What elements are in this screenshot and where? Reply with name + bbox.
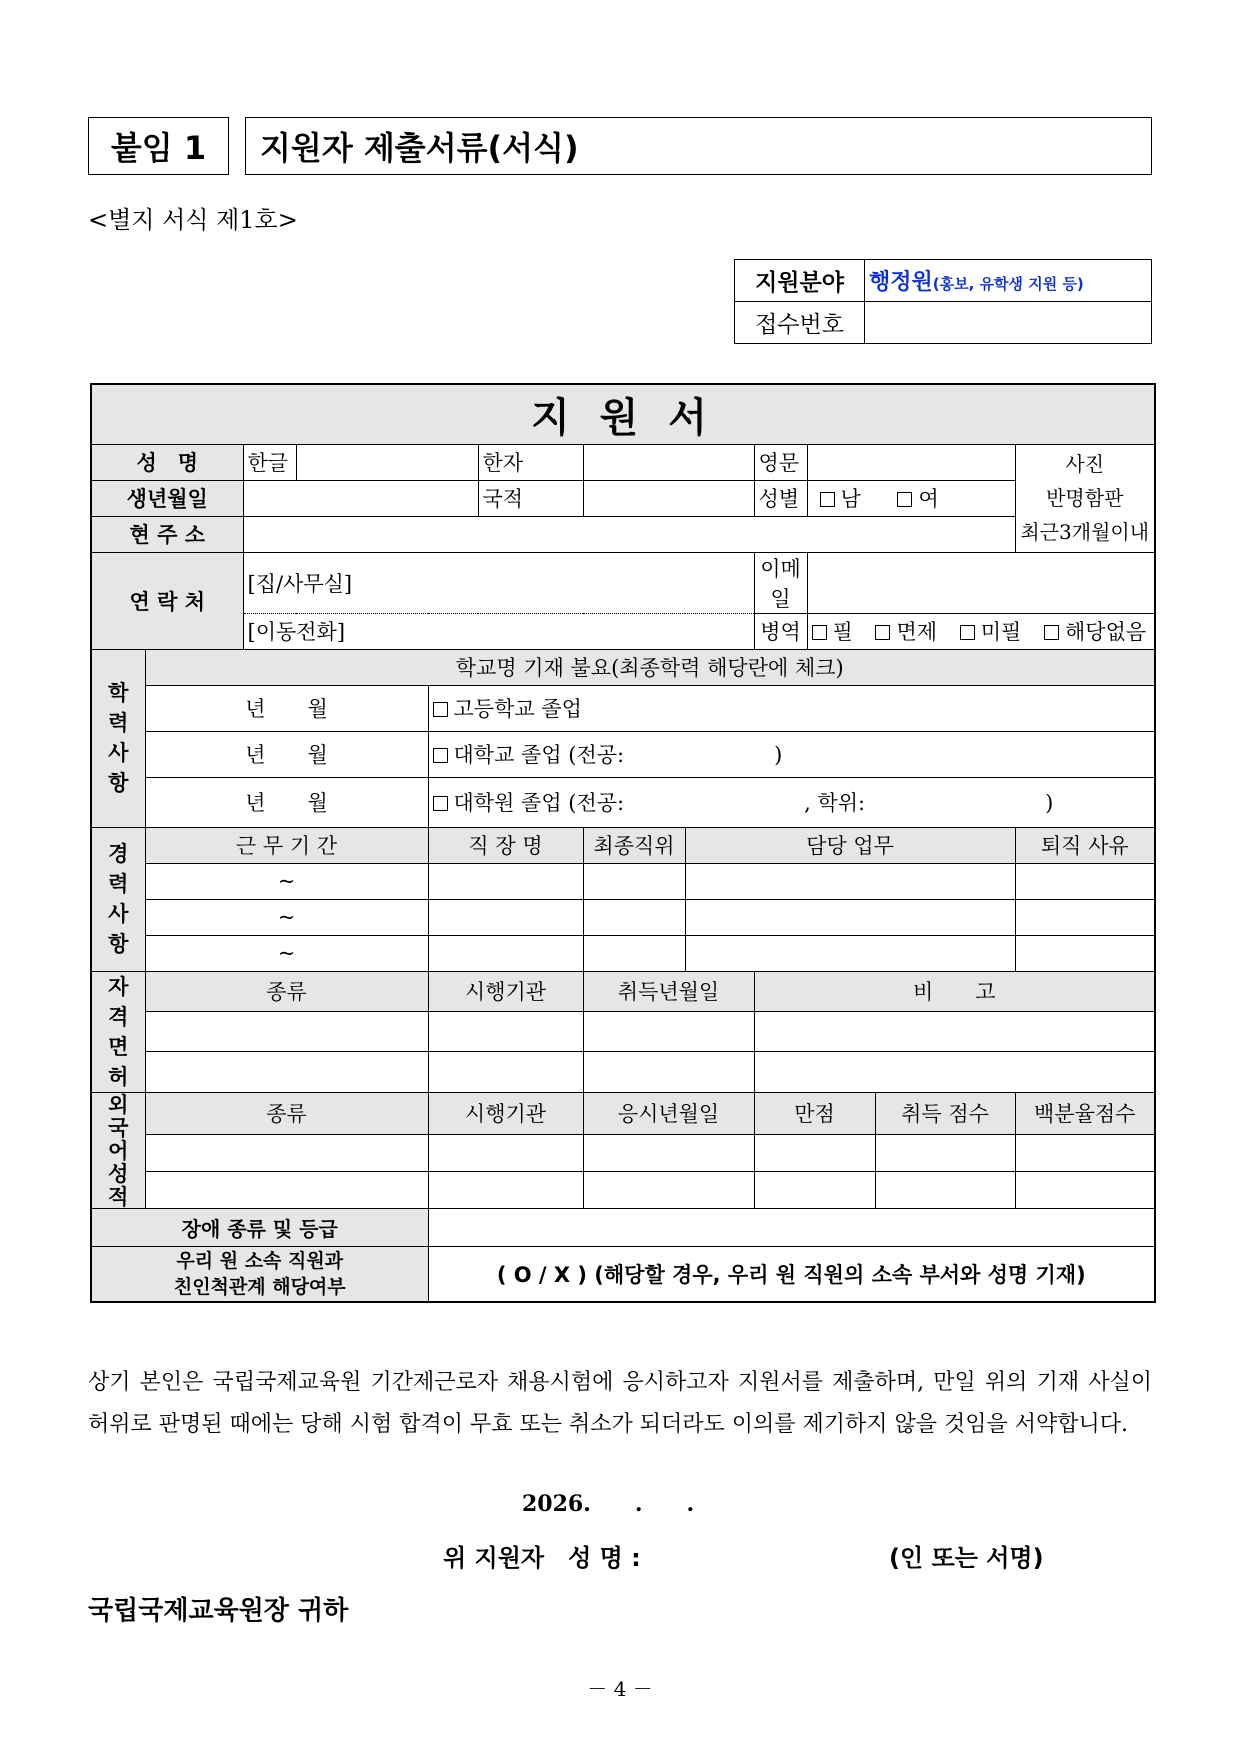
nationality-field[interactable] [583,480,754,516]
attachment-label-text: 붙임 1 [110,129,207,167]
career-duties-field[interactable] [685,935,1015,971]
career-header-position: 최종직위 [583,827,685,863]
career-row [91,899,1155,935]
contact-label: 연 락 처 [91,552,243,649]
female-label: 여 [918,487,939,511]
sign-note: (인 또는 서명) [889,1544,1044,1572]
license-remarks-field[interactable] [754,1011,1155,1051]
career-position-field[interactable] [583,899,685,935]
career-row [91,863,1155,899]
language-header-date: 응시년월일 [583,1092,754,1135]
career-company-field[interactable] [428,935,583,971]
language-type-field[interactable] [145,1171,428,1208]
career-row [91,935,1155,971]
addressee: 국립국제교육원장 귀하 [88,1596,349,1626]
application-form [90,383,1156,1303]
license-remarks-field[interactable] [754,1052,1155,1092]
graduate-date-field[interactable]: 년 월 [145,777,428,827]
military-options [807,613,1155,649]
graduate-label: 대학원 졸업 (전공: [453,791,625,815]
language-max-field[interactable] [754,1171,875,1208]
english-label: 영문 [754,444,807,480]
language-max-field[interactable] [754,1135,875,1172]
career-header-period: 근 무 기 간 [145,827,428,863]
language-date-field[interactable] [583,1171,754,1208]
license-type-field[interactable] [145,1052,428,1092]
license-type-field[interactable] [145,1011,428,1051]
address-label: 현 주 소 [91,516,243,552]
career-header-company: 직 장 명 [428,827,583,863]
field-value-cell[interactable] [865,260,1152,302]
military-option-not-done[interactable] [960,620,1022,644]
career-period-field[interactable]: ~ [145,935,428,971]
career-reason-field[interactable] [1015,935,1155,971]
high-school-option[interactable] [428,685,1155,731]
license-issuer-field[interactable] [428,1011,583,1051]
language-header-issuer: 시행기관 [428,1092,583,1135]
field-label: 지원분야 [735,260,865,302]
photo-label: 사진 [1065,452,1105,476]
military-option-label: 필 [832,620,853,644]
military-option-label: 면제 [896,620,938,644]
attachment-label [88,117,229,175]
name-label: 성 명 [91,444,243,480]
university-label: 대학교 졸업 (전공: [453,743,625,767]
page-number: － 4 － [587,1677,653,1701]
military-option-label: 미필 [980,620,1022,644]
university-option[interactable]: 대학교 졸업 (전공: ) [428,731,1155,777]
gender-options [807,480,1015,516]
document-title-text: 지원자 제출서류(서식) [260,129,579,167]
mobile-label: [이동전화] [247,620,346,644]
language-date-field[interactable] [583,1135,754,1172]
relation-field[interactable]: ( O / X ) (해당할 경우, 우리 원 직원의 소속 부서와 성명 기재) [428,1246,1155,1302]
military-option-label: 해당없음 [1065,620,1147,644]
address-field[interactable] [243,516,1015,552]
education-label: 학 력 사 항 [91,649,145,827]
license-date-field[interactable] [583,1011,754,1051]
high-school-date-field[interactable]: 년 월 [145,685,428,731]
home-office-phone-field[interactable] [243,552,754,613]
military-option-na[interactable] [1044,620,1146,644]
education-note: 학교명 기재 불요(최종학력 해당란에 체크) [145,649,1155,685]
license-label: 자 격 면 허 [91,971,145,1092]
language-header-type: 종류 [145,1092,428,1135]
language-score-field[interactable] [875,1135,1015,1172]
mobile-phone-field[interactable] [243,613,754,649]
receipt-number-field[interactable] [865,302,1152,344]
birth-label: 생년월일 [91,480,243,516]
university-date-field[interactable]: 년 월 [145,731,428,777]
career-company-field[interactable] [428,899,583,935]
military-label: 병역 [754,613,807,649]
disability-field[interactable] [428,1208,1155,1246]
career-reason-field[interactable] [1015,899,1155,935]
career-header-reason: 퇴직 사유 [1015,827,1155,863]
license-header-date: 취득년월일 [583,971,754,1011]
military-option-done[interactable] [812,620,853,644]
photo-size-label: 반명함판 [1046,486,1124,510]
language-row [91,1171,1155,1208]
career-company-field[interactable] [428,863,583,899]
korean-name-field[interactable] [296,444,478,480]
email-field[interactable] [807,552,1155,613]
home-office-label: [집/사무실] [247,571,353,596]
graduate-option[interactable]: 대학원 졸업 (전공: , 학위: ) [428,777,1155,827]
receipt-label: 접수번호 [735,302,865,344]
license-header-type: 종류 [145,971,428,1011]
license-header-remarks: 비 고 [754,971,1155,1011]
signer-label: 위 지원자 성 명 : [443,1544,641,1572]
english-name-field[interactable] [807,444,1015,480]
language-score-field[interactable] [875,1171,1015,1208]
hanja-name-field[interactable] [583,444,754,480]
language-header-score: 취득 점수 [875,1092,1015,1135]
language-type-field[interactable] [145,1135,428,1172]
field-value: 행정원 [869,270,933,295]
hanja-label: 한자 [478,444,583,480]
language-percent-field[interactable] [1015,1135,1155,1172]
male-checkbox[interactable] [820,487,861,511]
career-period-field[interactable]: ~ [145,899,428,935]
male-label: 남 [840,487,861,511]
language-percent-field[interactable] [1015,1171,1155,1208]
career-duties-field[interactable] [685,899,1015,935]
form-title: 지 원 서 [91,384,1155,444]
field-value-note: (홍보, 유학생 지원 등) [932,275,1084,293]
license-row [91,1011,1155,1051]
photo-recent-label: 최근3개월이내 [1020,520,1150,544]
photo-box[interactable] [1015,444,1155,552]
license-row [91,1052,1155,1092]
disability-label: 장애 종류 및 등급 [91,1208,428,1246]
career-period-field[interactable]: ~ [145,863,428,899]
language-issuer-field[interactable] [428,1135,583,1172]
career-reason-field[interactable] [1015,863,1155,899]
career-position-field[interactable] [583,935,685,971]
female-checkbox[interactable] [897,487,938,511]
email-label: 이메일 [754,552,807,613]
application-field-table [734,259,1152,344]
career-duties-field[interactable] [685,863,1015,899]
career-header-duties: 담당 업무 [685,827,1015,863]
language-header-max: 만점 [754,1092,875,1135]
nationality-label: 국적 [478,480,583,516]
license-issuer-field[interactable] [428,1052,583,1092]
form-number: <별지 서식 제1호> [88,206,298,234]
military-option-exempt[interactable] [875,620,937,644]
gender-label: 성별 [754,480,807,516]
birth-field[interactable] [243,480,478,516]
language-label: 외 국 어 성 적 [91,1092,145,1208]
license-header-issuer: 시행기관 [428,971,583,1011]
document-title [245,117,1152,175]
language-issuer-field[interactable] [428,1171,583,1208]
career-position-field[interactable] [583,863,685,899]
signer-name-field[interactable] [680,1538,880,1568]
language-row [91,1135,1155,1172]
relation-label: 우리 원 소속 직원과 친인척관계 해당여부 [91,1246,428,1302]
high-school-label: 고등학교 졸업 [453,697,582,721]
korean-label: 한글 [243,444,296,480]
language-header-percent: 백분율점수 [1015,1092,1155,1135]
license-date-field[interactable] [583,1052,754,1092]
career-label: 경 력 사 항 [91,827,145,971]
date-line: 2026. . . [522,1491,695,1517]
pledge-text: 상기 본인은 국립국제교육원 기간제근로자 채용시험에 응시하고자 지원서를 제출하며, 만일 위의 기재 사실이 허위로 판명된 때에는 당해 시험 합격이 무효 또는 취소가 되더라도 이의를 제기하지 않을 것임을 서약합니다. [88,1370,1152,1437]
